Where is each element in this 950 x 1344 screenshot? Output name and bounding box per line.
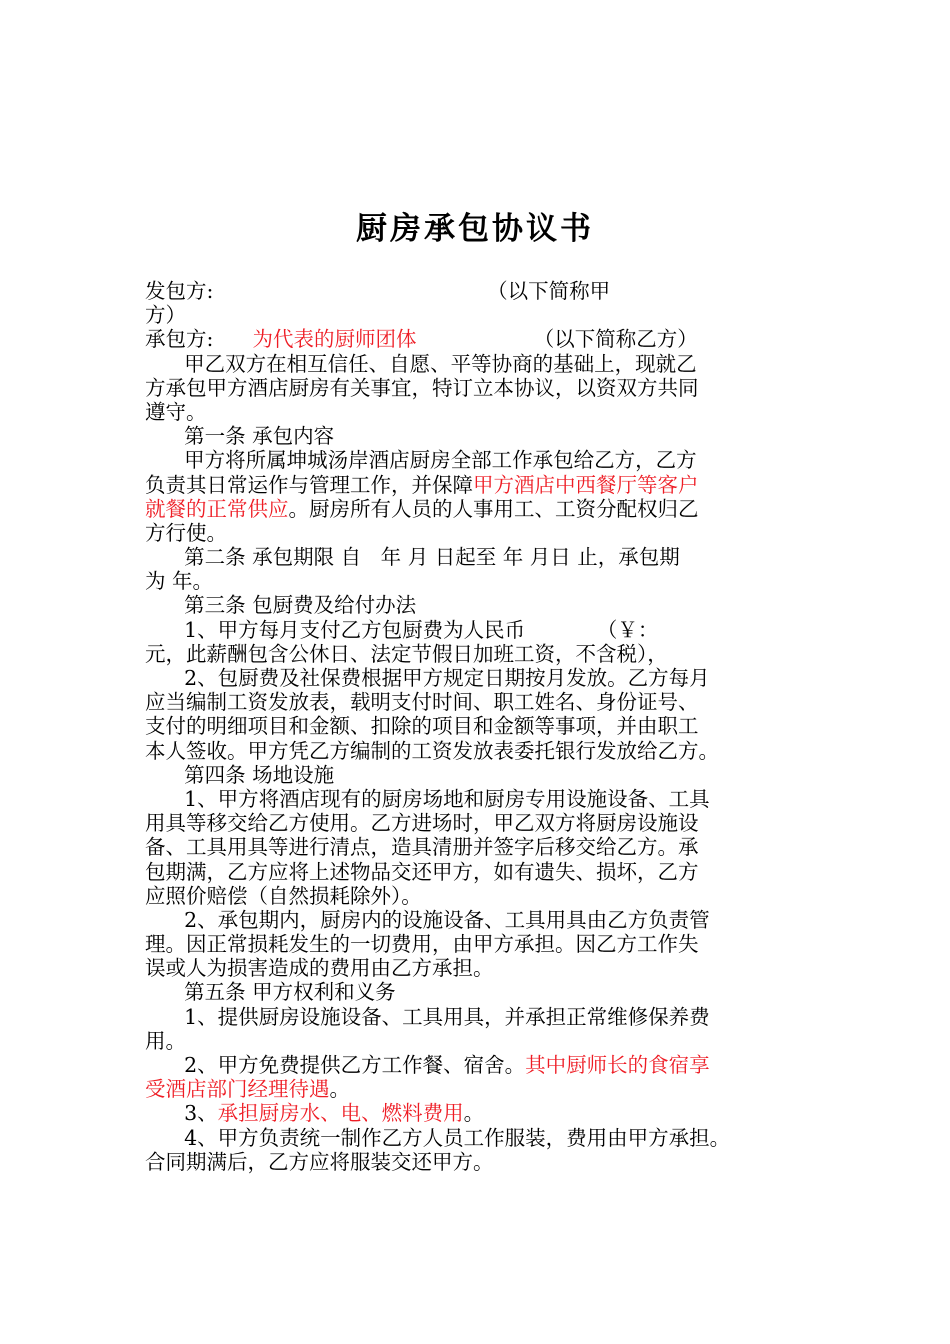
text-segment: 本人签收。甲方凭乙方编制的工资发放表委托银行发放给乙方。 (145, 738, 719, 763)
text-line (145, 448, 815, 472)
text-segment: 3、 (145, 1101, 218, 1126)
document-title: 厨房承包协议书 (356, 211, 594, 247)
document-body (145, 279, 815, 1174)
text-segment: 方承包甲方酒店厨房有关事宜，特订立本协议，以资双方共同 (145, 375, 699, 400)
text-line (145, 618, 815, 642)
text-line (145, 545, 815, 569)
text-segment: 1、提供厨房设施设备、工具用具，并承担正常维修保养费 (145, 1004, 710, 1029)
text-line (145, 932, 815, 956)
text-line (145, 376, 815, 400)
text-segment: 方行使。 (145, 520, 227, 545)
text-line (145, 787, 815, 811)
text-line (145, 1029, 815, 1053)
text-line (145, 1005, 815, 1029)
text-line (145, 642, 815, 666)
highlighted-text: 甲方酒店中西餐厅等客户 (473, 472, 699, 497)
text-segment: 支付的明细项目和金额、扣除的项目和金额等事项，并由职工 (145, 714, 699, 739)
text-segment: 应照价赔偿（自然损耗除外）。 (145, 883, 422, 908)
text-line (145, 811, 815, 835)
text-line (145, 980, 815, 1004)
text-segment: 发包方: （以下简称甲 (145, 279, 611, 303)
text-line (145, 884, 815, 908)
text-segment: 2、甲方免费提供乙方工作餐、宿舍。 (145, 1053, 526, 1077)
text-segment: 2、承包期内，厨房内的设施设备、工具用具由乙方负责管 (145, 907, 710, 932)
text-line (145, 1053, 815, 1077)
text-line (145, 303, 815, 327)
text-line (145, 327, 815, 351)
text-line (145, 860, 815, 884)
text-line (145, 908, 815, 932)
text-segment: 甲乙双方在相互信任、自愿、平等协商的基础上，现就乙 (145, 351, 697, 376)
text-line (145, 473, 815, 497)
highlighted-text: 受酒店部门经理待遇 (145, 1077, 330, 1102)
text-segment: 为 年。 (145, 569, 214, 594)
text-segment: 。 (329, 1077, 350, 1102)
text-segment: 第三条 包厨费及给付办法 (145, 593, 417, 618)
text-segment: 元，此薪酬包含公休日、法定节假日加班工资，不含税）， (145, 641, 668, 666)
text-line (145, 497, 815, 521)
text-line (145, 1126, 815, 1150)
text-segment: 遵守。 (145, 399, 207, 424)
text-segment: 理。因正常损耗发生的一切费用，由甲方承担。因乙方工作失 (145, 932, 699, 957)
highlighted-text: 就餐的正常供应 (145, 496, 289, 521)
text-line (145, 1150, 815, 1174)
text-segment: 负责其日常运作与管理工作，并保障 (145, 472, 473, 497)
text-segment: 合同期满后，乙方应将服装交还甲方。 (145, 1149, 494, 1174)
text-segment: 2、包厨费及社保费根据甲方规定日期按月发放。乙方每月 (145, 666, 710, 690)
text-line (145, 956, 815, 980)
text-segment: 甲方将所属坤城汤岸酒店厨房全部工作承包给乙方，乙方 (145, 448, 697, 473)
text-segment: 1、甲方每月支付乙方包厨费为人民币 （￥： (145, 617, 659, 642)
text-segment: （以下简称乙方） (416, 327, 698, 352)
text-segment: 第二条 承包期限 自 年 月 日起至 年 月日 止，承包期 (145, 545, 680, 570)
text-line (145, 593, 815, 617)
text-segment: 误或人为损害造成的费用由乙方承担。 (145, 956, 494, 981)
text-segment: 第五条 甲方权利和义务 (145, 980, 396, 1005)
text-line (145, 352, 815, 376)
highlighted-text: 其中厨师长的食宿享 (525, 1053, 710, 1077)
text-line (145, 569, 815, 593)
text-line (145, 424, 815, 448)
text-segment: 包期满，乙方应将上述物品交还甲方，如有遗失、损坏，乙方 (145, 859, 699, 884)
text-segment: 1、甲方将酒店现有的厨房场地和厨房专用设施设备、工具 (145, 786, 710, 811)
highlighted-text: 承担厨房水、电、燃料费用 (217, 1101, 464, 1126)
text-segment: 用具等移交给乙方使用。乙方进场时，甲乙双方将厨房设施设 (145, 811, 699, 836)
text-line (145, 763, 815, 787)
text-line (145, 690, 815, 714)
text-line (145, 835, 815, 859)
text-segment: 承包方: (145, 327, 253, 352)
text-segment: 4、甲方负责统一制作乙方人员工作服装，费用由甲方承担。 (145, 1125, 731, 1150)
text-line (145, 1077, 815, 1101)
text-segment: 。 (463, 1101, 485, 1126)
text-line (145, 400, 815, 424)
text-line (145, 521, 815, 545)
text-line (145, 279, 815, 303)
text-line (145, 714, 815, 738)
text-segment: 。厨房所有人员的人事用工、工资分配权归乙 (288, 496, 699, 521)
text-segment: 用。 (145, 1028, 186, 1053)
text-segment: 第四条 场地设施 (145, 762, 335, 787)
text-line (145, 666, 815, 690)
text-segment: 方） (145, 303, 186, 328)
text-segment: 应当编制工资发放表，载明支付时间、职工姓名、身份证号、 (145, 690, 699, 715)
highlighted-text: 为代表的厨师团体 (252, 327, 417, 352)
text-line (145, 739, 815, 763)
text-segment: 备、工具用具等进行清点，造具清册并签字后移交给乙方。承 (145, 835, 699, 860)
text-line (145, 1101, 815, 1125)
text-segment: 第一条 承包内容 (145, 424, 335, 449)
